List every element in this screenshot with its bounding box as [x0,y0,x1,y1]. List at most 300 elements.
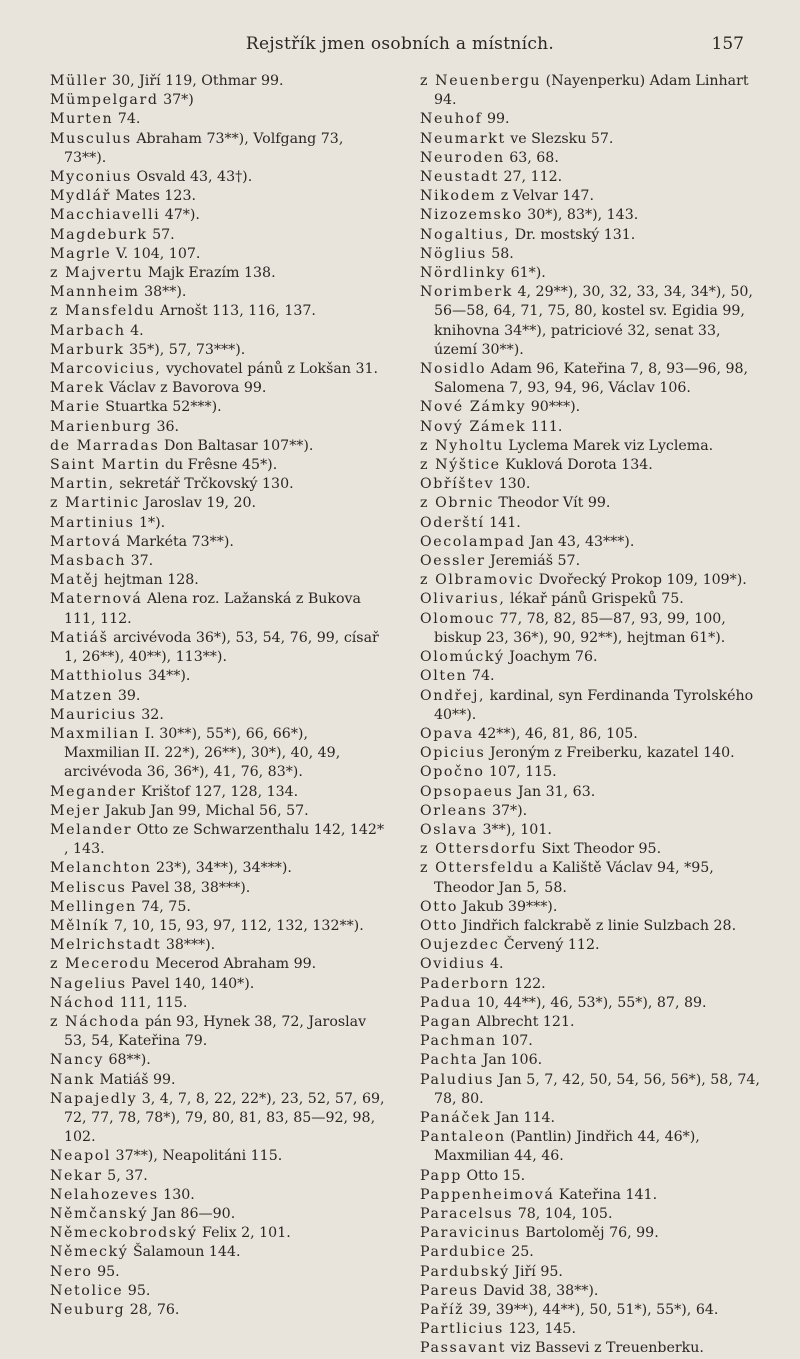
index-entry-refs: a Kaliště Václav 94, *95, Theodor Jan 5, 58. [434,860,714,896]
index-entry [420,187,765,206]
index-entry [420,437,765,456]
index-entry [420,1224,765,1243]
index-entry-refs: Sixt Theodor 95. [541,841,662,858]
index-entry-head: Matiáš [50,629,109,646]
index-entry-head: de Marradas [50,437,160,454]
index-entry-refs: Pavel 38, 38***). [130,879,251,896]
index-entry-head: Pappenheimová [420,1186,555,1203]
index-entry-refs: 107. [501,1033,533,1050]
index-entry-head: Paludius [420,1071,494,1088]
index-entry-refs: 3, 4, 7, 8, 22, 22*), 23, 52, 57, 69, 72, 77, 78, 78*), 79, 80, 81, 83, 85—92, 98, 102. [64,1090,385,1146]
index-entry-refs: vychovatel pánů z Lokšan 31. [165,361,379,378]
index-entry-refs: 4, 29**), 30, 32, 33, 34, 34*), 50, 56—58, 64, 71, 75, 80, kostel sv. Egidia 99, knihovna 34**), patriciové 32, senat 33, území 30**). [434,284,753,358]
index-entry-refs: Červený 112. [503,937,600,954]
index-entry-head: Německý [50,1244,129,1261]
index-entry-refs: 123, 145. [508,1321,577,1338]
index-entry [420,206,765,225]
index-entry-refs: z Velvar 147. [500,188,594,205]
index-entry-refs: 37*). [491,802,528,819]
index-entry [50,264,388,283]
index-entry-refs: Joachym 76. [509,649,598,666]
index-entry-head: Neuhof [420,111,483,128]
index-entry [50,994,388,1013]
index-entry-refs: hejtman 128. [104,572,199,589]
index-entry-refs: Majk Erazím 138. [147,265,276,282]
index-entry [50,1282,388,1301]
index-entry [50,398,388,417]
index-entry-head: Martová [50,533,122,550]
index-entry-head: Meliscus [50,879,127,896]
index-entry-head: Orleans [420,802,488,819]
index-entry-refs: viz Bassevi z Treuenberku. [510,1340,704,1357]
index-entry-head: Myconius [50,169,132,186]
index-entry-refs: 95. [97,1263,120,1280]
index-entry-head: Pachman [420,1033,497,1050]
index-entry [420,1051,765,1070]
index-entry-head: Padua [420,994,473,1011]
index-entry [50,379,388,398]
index-entry [50,1147,388,1166]
index-entry-refs: Bartoloměj 76, 99. [525,1225,659,1242]
index-entry [50,955,388,974]
index-entry-refs: 122. [514,975,546,992]
index-entry [420,667,765,686]
index-entry [50,341,388,360]
index-entry [50,802,388,821]
index-entry-head: Pardubice [420,1244,507,1261]
index-entry-refs: Dr. mostský 131. [514,226,636,243]
index-entry-head: Murten [50,111,114,128]
index-entry-refs: 74. [117,111,141,128]
index-entry-head: Mümpelgard [50,92,159,109]
index-entry-refs: 99. [487,111,510,128]
index-entry-refs: Krištof 127, 128, 134. [141,783,299,800]
index-entry-head: Neuroden [420,149,505,166]
index-entry-head: Pagan [420,1013,473,1030]
index-entry-head: Megander [50,783,137,800]
index-entry [420,840,765,859]
index-entry [50,72,388,91]
index-entry-head: Němčanský [50,1205,149,1222]
index-entry [50,1071,388,1090]
index-entry [420,783,765,802]
index-entry [50,360,388,379]
index-entry-head: z Nýštice [420,457,501,474]
index-entry [420,744,765,763]
index-entry [420,1032,765,1051]
index-entry [50,322,388,341]
index-entry-head: z Náchoda [50,1013,141,1030]
index-entry-head: Mannheim [50,284,140,301]
index-entry-head: z Neuenbergu [420,73,542,89]
index-entry-refs: 111. [530,418,563,435]
index-entry-head: Nové Zámky [420,399,527,416]
index-entry-head: Otto [420,898,458,915]
index-entry-head: Panáček [420,1109,492,1126]
index-entry [420,687,765,725]
index-entry-head: Maternová [50,591,143,608]
index-entry-head: Německobrodský [50,1225,198,1242]
index-entry-refs: 57. [152,226,175,243]
index-entry-head: Mellingen [50,898,137,915]
index-entry-refs: Jaroslav 19, 20. [144,495,257,512]
index-entry [50,783,388,802]
index-entry [50,725,388,783]
index-entry [50,1013,388,1051]
index-entry-head: Neuburg [50,1302,126,1318]
index-entry-head: Matthiolus [50,668,144,685]
index-entry [50,1186,388,1205]
index-entry [50,226,388,245]
index-entry-refs: 36. [156,418,180,435]
index-entry-head: Marbach [50,322,126,339]
index-column-left [50,72,388,1320]
index-entry-refs: 30*), 83*), 143. [527,207,639,224]
index-entry-refs: 3**), 101. [482,821,552,838]
index-entry-head: Marek [50,380,105,397]
index-entry-refs: 4. [130,322,144,339]
index-entry [50,706,388,725]
index-entry-head: Netolice [50,1282,124,1299]
index-entry [50,475,388,494]
index-entry [50,1263,388,1282]
index-entry-refs: (Pantlin) Jindřich 44, 46*), Maxmilian 44, 46. [434,1129,700,1165]
index-entry-refs: 74. [471,668,495,685]
index-entry-refs: 47*). [164,207,200,224]
index-entry [50,206,388,225]
index-entry-head: Nero [50,1263,93,1280]
index-entry-refs: Jan 86—90. [152,1205,236,1222]
index-entry-refs: Albrecht 121. [476,1013,575,1030]
index-entry-head: z Mecerodu [50,956,151,973]
index-entry [420,168,765,187]
index-entry-refs: 4. [489,956,504,973]
index-entry-refs: Václav z Bavorova 99. [109,380,267,397]
index-entry-head: Masbach [50,553,127,570]
index-entry-head: Papp [420,1167,462,1184]
index-entry [420,1301,765,1320]
index-entry-head: Norimberk [420,284,513,301]
index-entry [420,975,765,994]
index-entry-refs: Jan 106. [482,1052,543,1069]
index-entry [420,264,765,283]
index-entry-refs: Stuartka 52***). [105,399,222,416]
index-entry-refs: 68**). [108,1052,151,1069]
index-entry-refs: David 38, 38**). [483,1282,599,1299]
index-entry-refs: 7, 10, 15, 93, 97, 112, 132, 132**). [113,917,364,934]
index-entry-head: Ondřej, [420,687,486,704]
index-entry-head: Passavant [420,1340,507,1357]
index-entry-head: Mělník [50,917,110,934]
index-entry [420,1205,765,1224]
index-entry-head: Melanchton [50,860,152,877]
index-entry-refs: 130. [498,476,531,493]
index-entry-head: Paderborn [420,975,510,992]
index-entry-head: Maxmilian [50,725,141,742]
index-entry-refs: 5, 37. [107,1167,148,1184]
index-entry-refs: 141. [489,514,521,531]
index-entry [50,898,388,917]
index-entry-head: Náchod [50,994,116,1011]
index-entry [50,283,388,302]
index-entry [50,494,388,513]
index-column-right [420,72,765,1359]
index-entry-refs: Jeroným z Freiberku, kazatel 140. [489,745,735,762]
index-entry [420,917,765,936]
index-entry-refs: 107, 115. [489,764,557,781]
index-entry [50,130,388,168]
index-entry [420,398,765,417]
index-entry [50,456,388,475]
index-entry [50,687,388,706]
index-entry-refs: 37*) [163,92,194,109]
index-entry [420,494,765,513]
index-entry [50,552,388,571]
index-entry [50,91,388,110]
index-entry-head: Nogaltius, [420,226,511,243]
index-entry-head: Obříštev [420,476,495,493]
index-entry-refs: 38***). [165,937,216,954]
index-entry-refs: 39, 39**), 44**), 50, 51*), 55*), 64. [468,1302,719,1318]
index-entry-refs: V. 104, 107. [115,245,201,262]
index-entry-head: Oecolampad [420,533,526,550]
index-entry-refs: Dvořecký Prokop 109, 109*). [538,572,747,589]
index-entry [420,590,765,609]
index-entry [420,360,765,398]
index-entry-refs: Alena roz. Lažanská z Bukova 111, 112. [64,591,361,627]
index-entry [420,514,765,533]
index-entry [420,1243,765,1262]
index-entry-head: Olomouc [420,610,495,627]
index-entry-head: Musculus [50,130,132,147]
index-entry-head: Paříž [420,1302,465,1318]
index-entry-head: Pantaleon [420,1129,506,1146]
index-entry-refs: 78, 104, 105. [517,1205,613,1222]
index-entry-refs: 58. [491,245,514,262]
index-entry [420,72,765,110]
index-entry [420,475,765,494]
index-entry-refs: ve Slezsku 57. [510,130,614,147]
index-entry-head: z Ottersfeldu [420,860,535,877]
index-entry [420,898,765,917]
index-entry-head: z Obrnic [420,495,494,512]
index-entry-head: Olivarius, [420,591,506,608]
index-entry [50,936,388,955]
index-entry-refs: Mates 123. [115,188,196,205]
index-entry [420,552,765,571]
index-entry-head: Marburk [50,341,125,358]
index-entry-head: Neapol [50,1148,112,1165]
index-entry [50,437,388,456]
index-entry-head: Napajedly [50,1090,138,1107]
index-entry-head: z Martinic [50,495,140,512]
index-entry-refs: 63, 68. [509,149,559,166]
index-entry-head: Paravicinus [420,1225,521,1242]
index-entry [420,149,765,168]
index-entry-refs: 74, 75. [141,898,191,915]
index-entry-refs: Markéta 73**). [126,533,234,550]
index-entry-refs: lékař pánů Grispeků 75. [509,591,684,608]
index-entry-head: Nöglius [420,245,487,262]
index-entry-refs: Pavel 140, 140*). [131,975,255,992]
index-entry-head: Neumarkt [420,130,506,147]
index-entry [420,571,765,590]
index-entry-head: Oujezdec [420,937,500,954]
index-entry-head: z Majvertu [50,265,144,282]
index-entry [50,571,388,590]
index-entry-head: z Mansfeldu [50,303,156,320]
index-entry-head: Matzen [50,687,114,704]
index-entry-head: Nelahozeves [50,1186,159,1203]
index-entry-head: Opava [420,725,474,742]
index-entry-refs: 111, 115. [119,994,188,1011]
index-entry [420,1339,765,1358]
index-entry [420,763,765,782]
index-entry-head: Nový Zámek [420,418,527,435]
index-entry-refs: 90***). [530,399,581,416]
index-entry-head: z Olbramovic [420,572,535,589]
index-entry-refs: Mecerod Abraham 99. [155,956,317,973]
index-entry-head: Müller [50,73,108,89]
index-entry-head: Opočno [420,764,485,781]
index-entry-head: Nekar [50,1167,103,1184]
index-entry-head: Oslava [420,821,478,838]
index-entry-refs: 32. [141,706,164,723]
index-entry-refs: 27, 112. [503,169,563,186]
index-entry-refs: 95. [127,1282,151,1299]
index-entry-head: Otto [420,917,458,934]
index-entry-refs: Matiáš 99. [99,1071,176,1088]
index-entry-head: Mejer [50,802,101,819]
index-entry [420,955,765,974]
index-entry [420,110,765,129]
index-entry-refs: Arnošt 113, 116, 137. [159,303,316,320]
index-entry [50,821,388,859]
index-entry-refs: 34**). [148,668,191,685]
index-entry [420,1128,765,1166]
index-entry-refs: Jan 5, 7, 42, 50, 54, 56, 56*), 58, 74, 78, 80. [434,1071,760,1107]
index-entry [420,418,765,437]
index-entry [420,283,765,360]
index-entry-refs: 77, 78, 82, 85—87, 93, 99, 100, biskup 23, 36*), 90, 92**), hejtman 61*). [434,610,726,646]
index-entry [420,802,765,821]
index-entry-refs: 130. [163,1186,195,1203]
index-entry-refs: pán 93, Hynek 38, 72, Jaroslav 53, 54, Kateřina 79. [64,1013,367,1050]
index-entry [50,1243,388,1262]
index-entry [420,1013,765,1032]
index-entry [420,1282,765,1301]
index-entry [420,130,765,149]
index-entry [420,1263,765,1282]
index-entry-head: Partlicius [420,1321,504,1338]
index-entry-refs: 38**). [144,284,187,301]
index-entry-head: Nank [50,1071,96,1088]
index-entry [420,456,765,475]
index-entry-refs: Felix 2, 101. [202,1225,291,1242]
index-entry [50,917,388,936]
index-entry [50,1090,388,1148]
index-entry-refs: Jan 31, 63. [517,783,596,800]
index-entry [50,514,388,533]
index-entry-refs: 10, 44**), 46, 53*), 55*), 87, 89. [476,994,707,1011]
index-entry-refs: du Frêsne 45*). [164,457,278,474]
index-entry-refs: Abraham 73**), Volfgang 73, 73**). [64,130,344,166]
index-entry-head: Matěj [50,572,100,589]
index-entry [50,1301,388,1320]
index-entry-refs: Lyclema Marek viz Lyclema. [508,437,714,454]
index-entry-head: Martinius [50,514,135,531]
index-entry [420,226,765,245]
index-entry [50,667,388,686]
index-entry [50,1167,388,1186]
index-entry-head: Nosidlo [420,361,487,378]
index-entry-refs: 1*). [139,514,166,531]
index-entry [420,610,765,648]
index-entry-refs: arcivévoda 36*), 53, 54, 76, 99, císař 1, 26**), 40**), 113**). [64,629,379,666]
index-entry-refs: (Nayenperku) Adam Linhart 94. [434,73,749,109]
index-entry [420,533,765,552]
index-entry-refs: 39. [117,687,141,704]
index-entry-head: Marienburg [50,418,152,435]
index-entry-refs: 25. [511,1244,534,1261]
index-entry [50,590,388,628]
index-entry [50,187,388,206]
index-entry [50,302,388,321]
index-entry [420,245,765,264]
index-entry [420,1320,765,1339]
index-entry [50,859,388,878]
index-entry-refs: Don Baltasar 107**). [163,437,314,454]
index-entry-refs: Jindřich falckrabě z linie Sulzbach 28. [462,917,737,934]
index-entry [50,110,388,129]
index-entry-head: Nagelius [50,975,127,992]
index-entry [50,245,388,264]
index-entry-head: Olten [420,668,468,685]
index-entry-head: Opicius [420,745,486,762]
index-entry-refs: 61*). [510,265,546,282]
index-entry-head: Pareus [420,1282,479,1299]
index-entry-head: Nizozemsko [420,207,523,224]
index-entry-refs: Otto 15. [466,1167,526,1184]
index-entry-refs: Jan 114. [495,1109,556,1126]
index-entry-refs: Osvald 43, 43†). [136,169,253,186]
index-entry-refs: Jeremiáš 57. [490,553,581,570]
index-entry-refs: 30, Jiří 119, Othmar 99. [112,73,284,89]
index-entry [420,821,765,840]
index-entry [50,1205,388,1224]
index-entry-head: Mydlář [50,188,112,205]
index-entry-head: Oessler [420,553,486,570]
index-entry-head: Paracelsus [420,1205,514,1222]
index-entry-head: Neustadt [420,169,499,186]
index-entry-refs: 42**), 46, 81, 86, 105. [478,725,638,742]
index-entry [420,725,765,744]
page-number: 157 [711,34,744,54]
index-entry [50,418,388,437]
index-entry-head: Nikodem [420,188,497,205]
index-entry-refs: Jakub 39***). [462,898,558,915]
index-entry-head: Melrichstadt [50,937,162,954]
index-entry-refs: Šalamoun 144. [132,1244,241,1261]
index-entry [420,1071,765,1109]
index-entry-head: Saint Martin [50,457,161,474]
index-entry-head: Nördlinky [420,265,507,282]
index-entry-head: Magrle [50,245,112,262]
index-entry-refs: Kateřina 141. [558,1186,658,1203]
index-entry-refs: 37. [130,553,154,570]
index-entry [420,1186,765,1205]
index-entry [420,859,765,897]
